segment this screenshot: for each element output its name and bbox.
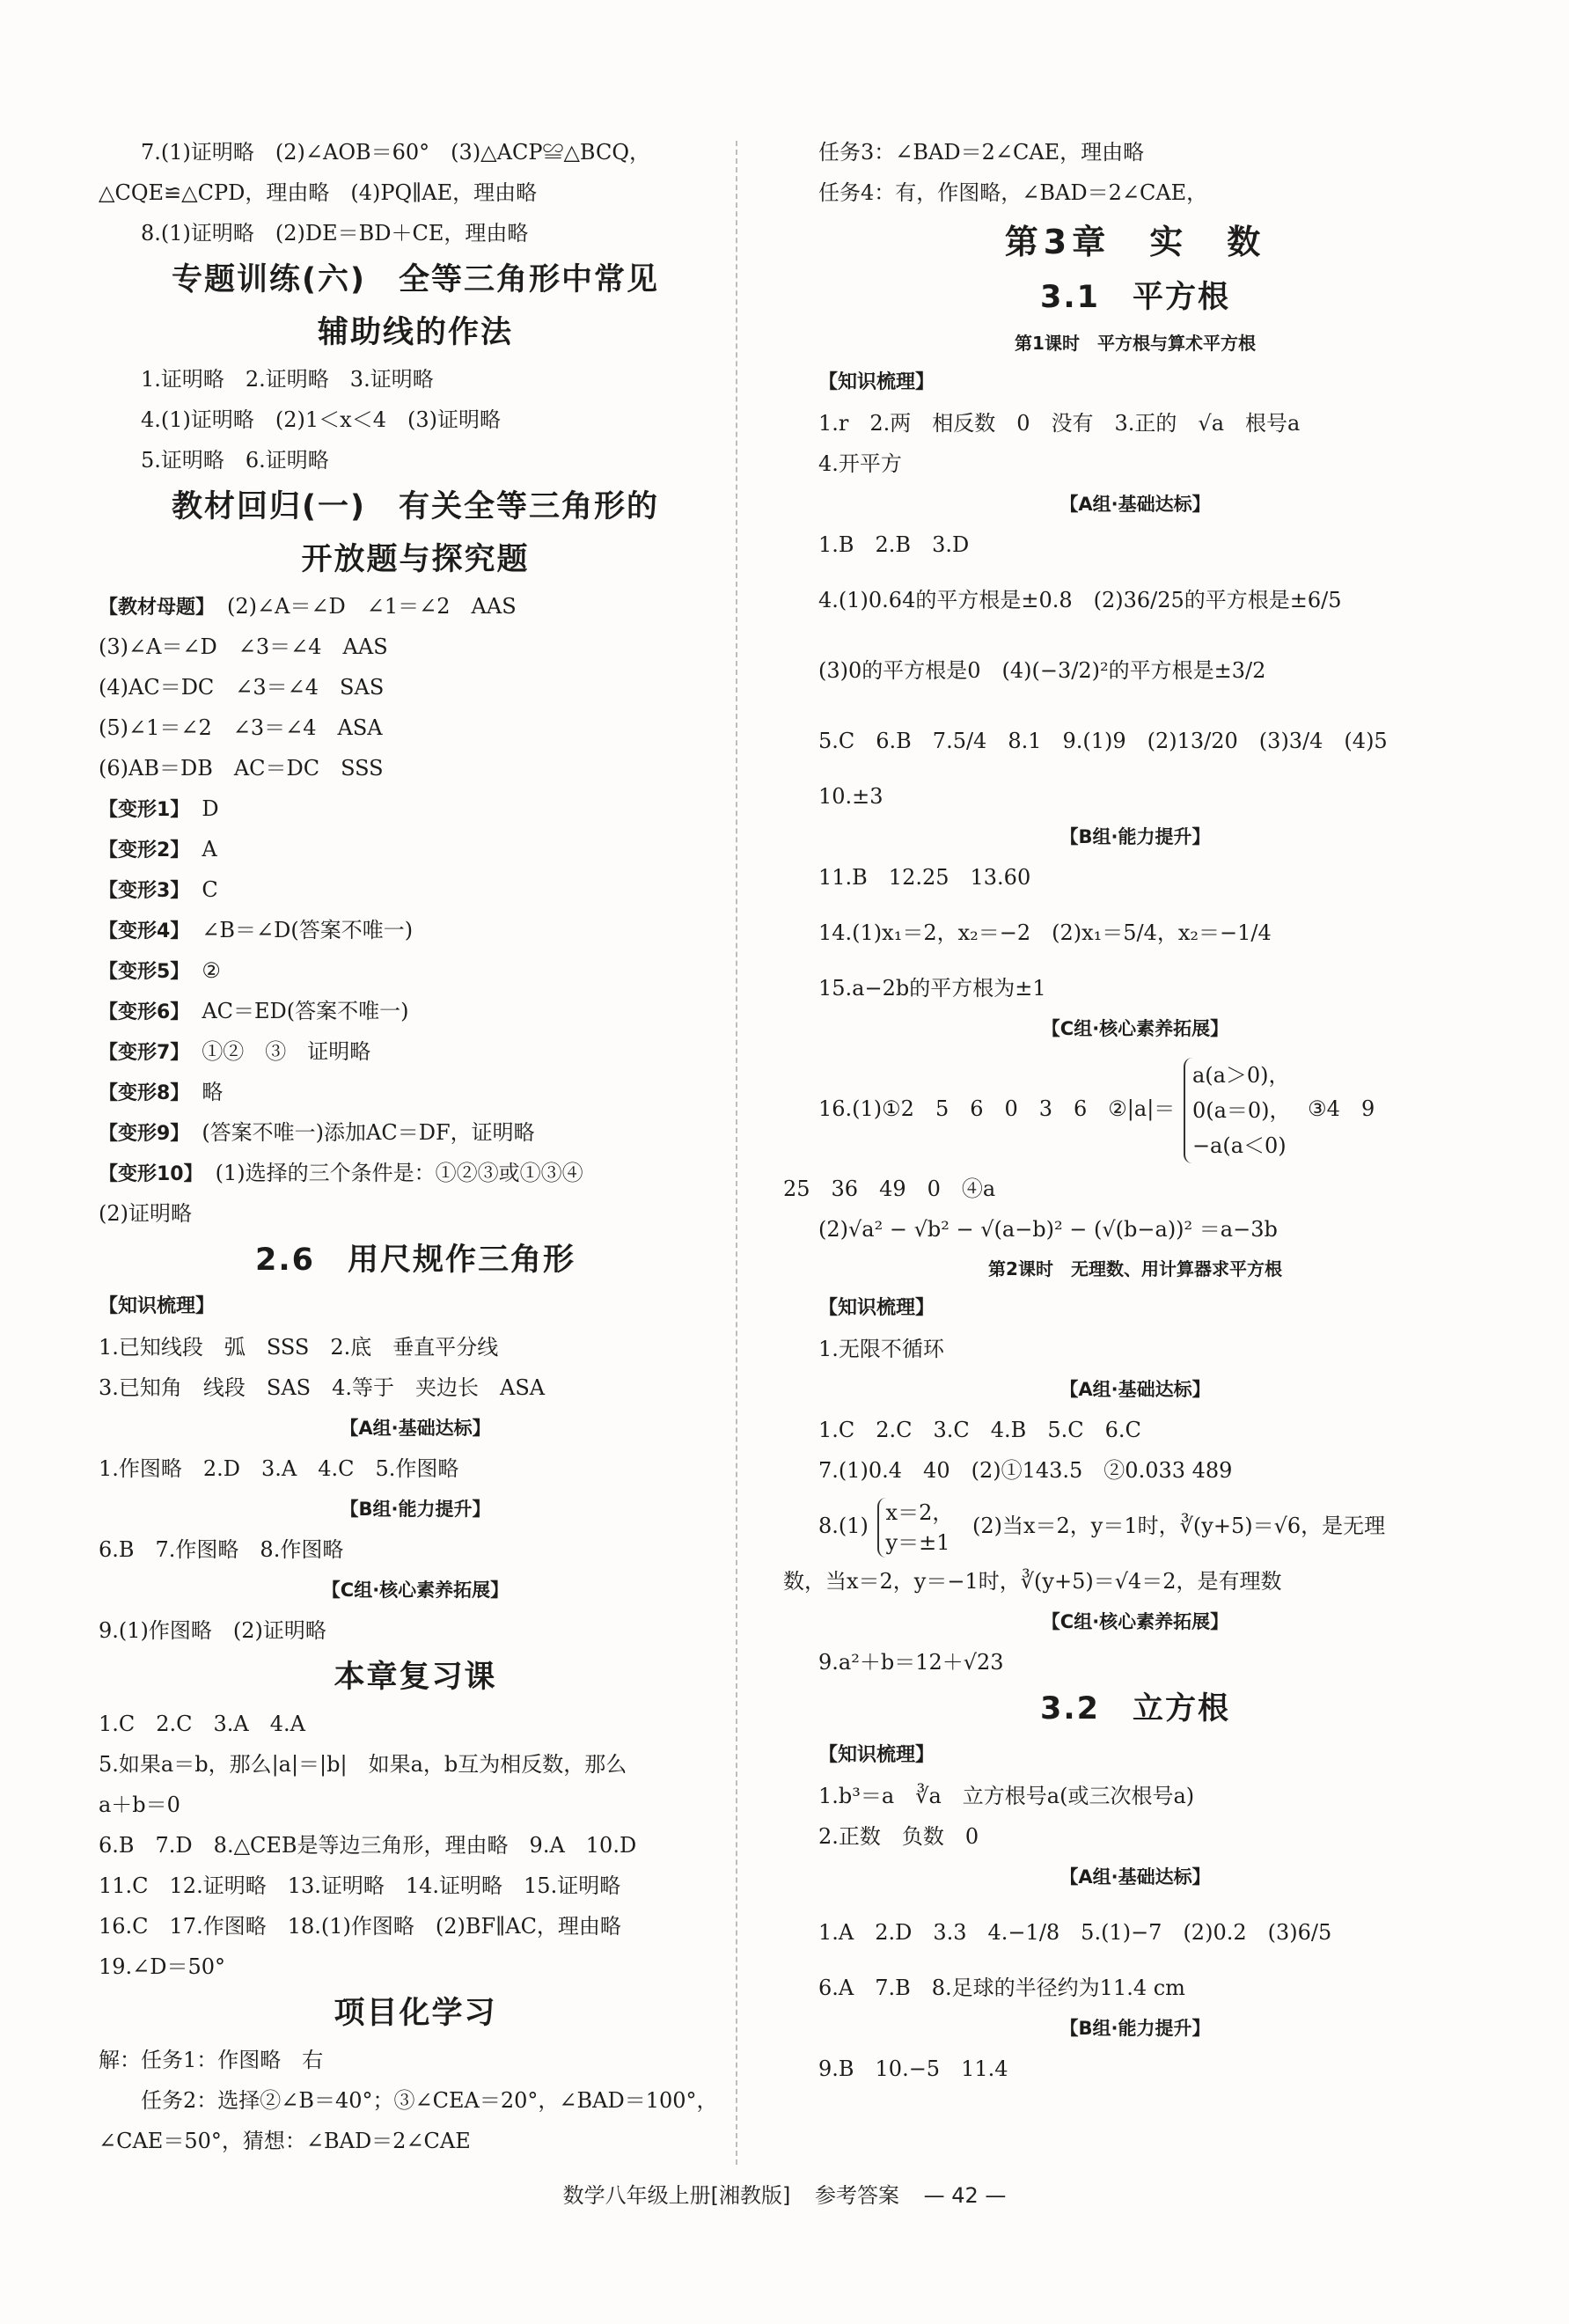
group-heading: 【B组·能力提升】 <box>340 1499 491 1520</box>
answer-line: 7.(1)0.4 40 (2)①143.5 ②0.033 489 <box>818 1458 1233 1483</box>
label-tag: 【变形3】 <box>99 880 190 902</box>
group-heading: 【B组·能力提升】 <box>1059 2018 1211 2039</box>
variant-line: 【变形10】 (1)选择的三个条件是：①②③或①③④ <box>99 1161 583 1185</box>
answer-line: (3)0的平方根是0 (4)(−3/2)²的平方根是±3/2 <box>818 658 1266 683</box>
answer-line: 8.(1) x＝2， y＝±1 (2)当x＝2，y＝1时，∛(y+5)＝√6，是无理 <box>818 1491 1452 1561</box>
variant-line: 【变形7】 ①② ③ 证明略 <box>99 1039 371 1064</box>
answer-line: (2)证明略 <box>99 1201 192 1226</box>
answer-line: 任务2：选择②∠B＝40°；③∠CEA＝20°，∠BAD＝100°， <box>141 2088 718 2113</box>
answer-line: △CQE≌△CPD，理由略 (4)PQ∥AE，理由略 <box>99 180 538 205</box>
answer-line: 19.∠D＝50° <box>99 1954 226 1979</box>
answer-line: a＋b＝0 <box>99 1792 180 1817</box>
label-tag: 【变形10】 <box>99 1163 203 1185</box>
group-heading: 【B组·能力提升】 <box>1059 826 1211 847</box>
label-tag: 【变形5】 <box>99 961 190 983</box>
label-tag: 【知识梳理】 <box>818 1744 935 1766</box>
group-heading: 【A组·基础达标】 <box>1059 1379 1211 1400</box>
left-column <box>99 132 732 2161</box>
answer-line: 1.C 2.C 3.C 4.B 5.C 6.C <box>818 1418 1141 1442</box>
answer-line: 7.(1)证明略 (2)∠AOB＝60° (3)△ACP≌△BCQ， <box>141 140 651 165</box>
label-tag: 【知识梳理】 <box>818 371 935 393</box>
answer-line: 1.r 2.两 相反数 0 没有 3.正的 √a 根号a <box>818 411 1301 436</box>
answer-line: 16.C 17.作图略 18.(1)作图略 (2)BF∥AC，理由略 <box>99 1914 621 1939</box>
answer-line: 6.B 7.作图略 8.作图略 <box>99 1537 344 1562</box>
answer-line: 4.(1)证明略 (2)1＜x＜4 (3)证明略 <box>141 407 501 432</box>
answer-line: 1.C 2.C 3.A 4.A <box>99 1712 305 1736</box>
variant-line: 【变形3】 C <box>99 877 218 902</box>
answer-line: 4.(1)0.64的平方根是±0.8 (2)36/25的平方根是±6/5 <box>818 588 1342 612</box>
section-heading: 3.2 立方根 <box>1039 1691 1230 1727</box>
answer-line: 数，当x＝2，y＝−1时，∛(y+5)＝√4＝2，是有理数 <box>783 1569 1282 1594</box>
section-heading: 教材回归(一) 有关全等三角形的 <box>172 489 659 524</box>
answer-line: 1.作图略 2.D 3.A 4.C 5.作图略 <box>99 1456 459 1481</box>
piecewise-brace: a(a＞0)， 0(a＝0)， −a(a＜0) <box>1184 1058 1291 1163</box>
label-tag: 【变形8】 <box>99 1082 190 1104</box>
answer-line: 6.A 7.B 8.足球的半径约为11.4 cm <box>818 1976 1185 2000</box>
group-heading: 【A组·基础达标】 <box>340 1418 491 1439</box>
lesson-heading: 第2课时 无理数、用计算器求平方根 <box>988 1258 1282 1279</box>
label-tag: 【变形7】 <box>99 1042 190 1064</box>
answer-line: (6)AB＝DB AC＝DC SSS <box>99 756 384 781</box>
variant-line: 【变形1】 D <box>99 796 219 821</box>
answer-line: 1.A 2.D 3.3 4.−1/8 5.(1)−7 (2)0.2 (3)6/5 <box>818 1920 1332 1945</box>
page-footer <box>0 2178 1569 2209</box>
answer-line: 10.±3 <box>818 784 883 809</box>
answer-line: 9.a²＋b＝12＋√23 <box>818 1650 1004 1675</box>
answer-line: 任务4：有，作图略，∠BAD＝2∠CAE， <box>818 180 1208 205</box>
section-heading: 辅助线的作法 <box>317 315 513 350</box>
answer-line: 5.C 6.B 7.5/4 8.1 9.(1)9 (2)13/20 (3)3/4 (4)5 <box>818 729 1388 753</box>
answer-line: 16.(1)①2 5 6 0 3 6 ②|a|＝ a(a＞0)， 0(a＝0)， −a(a＜0) ③4 9 <box>818 1049 1452 1169</box>
answer-line: 9.(1)作图略 (2)证明略 <box>99 1618 326 1643</box>
answer-line: ∠CAE＝50°，猜想：∠BAD＝2∠CAE <box>99 2129 471 2153</box>
section-heading: 开放题与探究题 <box>301 542 530 577</box>
answer-line: (2)√a² − √b² − √(a−b)² − (√(b−a))² ＝a−3b <box>818 1217 1278 1242</box>
answer-line: 2.正数 负数 0 <box>818 1824 979 1849</box>
group-heading: 【C组·核心素养拓展】 <box>321 1580 510 1601</box>
variant-line: 【变形4】 ∠B＝∠D(答案不唯一) <box>99 918 414 942</box>
footer-book: 数学八年级上册[湘教版] <box>562 2183 791 2208</box>
answer-line: 1.B 2.B 3.D <box>818 532 970 557</box>
answer-line: 4.开平方 <box>818 451 902 476</box>
label-tag: 【教材母题】 <box>99 597 216 619</box>
section-heading: 3.1 平方根 <box>1039 280 1230 315</box>
right-column <box>783 132 1452 2089</box>
group-heading: 【A组·基础达标】 <box>1059 1866 1211 1888</box>
answer-line: (3)∠A＝∠D ∠3＝∠4 AAS <box>99 634 388 659</box>
answer-line: 14.(1)x₁＝2，x₂＝−2 (2)x₁＝5/4，x₂＝−1/4 <box>818 920 1272 945</box>
group-heading: 【C组·核心素养拓展】 <box>1041 1611 1229 1632</box>
label-tag: 【变形1】 <box>99 799 190 821</box>
answer-line: 5.如果a＝b，那么|a|＝|b| 如果a，b互为相反数，那么 <box>99 1752 627 1777</box>
page-number: — 42 — <box>923 2183 1007 2208</box>
variant-line: 【变形2】 A <box>99 837 217 861</box>
variant-line: 【变形5】 ② <box>99 958 221 983</box>
variant-line: 【变形8】 略 <box>99 1080 224 1104</box>
answer-line: 1.证明略 2.证明略 3.证明略 <box>141 367 434 392</box>
answer-line: 解：任务1：作图略 右 <box>99 2048 324 2072</box>
chapter-heading: 第3章 实 数 <box>1004 223 1266 261</box>
answer-line: (4)AC＝DC ∠3＝∠4 SAS <box>99 675 385 700</box>
answer-line: 15.a−2b的平方根为±1 <box>818 976 1046 1001</box>
answer-line: 11.B 12.25 13.60 <box>818 865 1031 890</box>
answer-line: 1.已知线段 弧 SSS 2.底 垂直平分线 <box>99 1335 499 1360</box>
answer-line: 11.C 12.证明略 13.证明略 14.证明略 15.证明略 <box>99 1873 621 1898</box>
answer-line: 任务3：∠BAD＝2∠CAE，理由略 <box>818 140 1145 165</box>
section-heading: 项目化学习 <box>334 1996 497 2031</box>
variant-line: 【变形9】 (答案不唯一)添加AC＝DF，证明略 <box>99 1120 535 1145</box>
label-tag: 【知识梳理】 <box>99 1295 216 1317</box>
answer-line: (5)∠1＝∠2 ∠3＝∠4 ASA <box>99 715 383 740</box>
label-tag: 【变形6】 <box>99 1001 190 1023</box>
answer-line: 6.B 7.D 8.△CEB是等边三角形，理由略 9.A 10.D <box>99 1833 637 1858</box>
footer-section: 参考答案 <box>814 2183 899 2208</box>
group-heading: 【A组·基础达标】 <box>1059 494 1211 515</box>
label-tag: 【变形9】 <box>99 1123 190 1145</box>
system-brace: x＝2， y＝±1 <box>877 1498 954 1558</box>
section-heading: 专题训练(六) 全等三角形中常见 <box>172 262 659 297</box>
column-divider <box>736 141 737 2165</box>
answer-line: 1.b³＝a ∛a 立方根号a(或三次根号a) <box>818 1784 1195 1808</box>
answer-line: 1.无限不循环 <box>818 1337 944 1361</box>
group-heading: 【C组·核心素养拓展】 <box>1041 1018 1229 1039</box>
section-heading: 本章复习课 <box>334 1660 497 1695</box>
label-tag: 【知识梳理】 <box>818 1297 935 1319</box>
answer-line: 9.B 10.−5 11.4 <box>818 2056 1008 2081</box>
label-tag: 【变形2】 <box>99 839 190 861</box>
answer-line: 25 36 49 0 ④a <box>783 1177 996 1201</box>
answer-line: 3.已知角 线段 SAS 4.等于 夹边长 ASA <box>99 1375 546 1400</box>
section-heading: 2.6 用尺规作三角形 <box>254 1243 576 1278</box>
answer-line: 5.证明略 6.证明略 <box>141 448 329 473</box>
answer-line: 【教材母题】 (2)∠A＝∠D ∠1＝∠2 AAS <box>99 594 517 619</box>
lesson-heading: 第1课时 平方根与算术平方根 <box>1015 333 1256 354</box>
variant-line: 【变形6】 AC＝ED(答案不唯一) <box>99 999 409 1023</box>
answer-line: 8.(1)证明略 (2)DE＝BD＋CE，理由略 <box>141 221 529 246</box>
label-tag: 【变形4】 <box>99 920 190 942</box>
